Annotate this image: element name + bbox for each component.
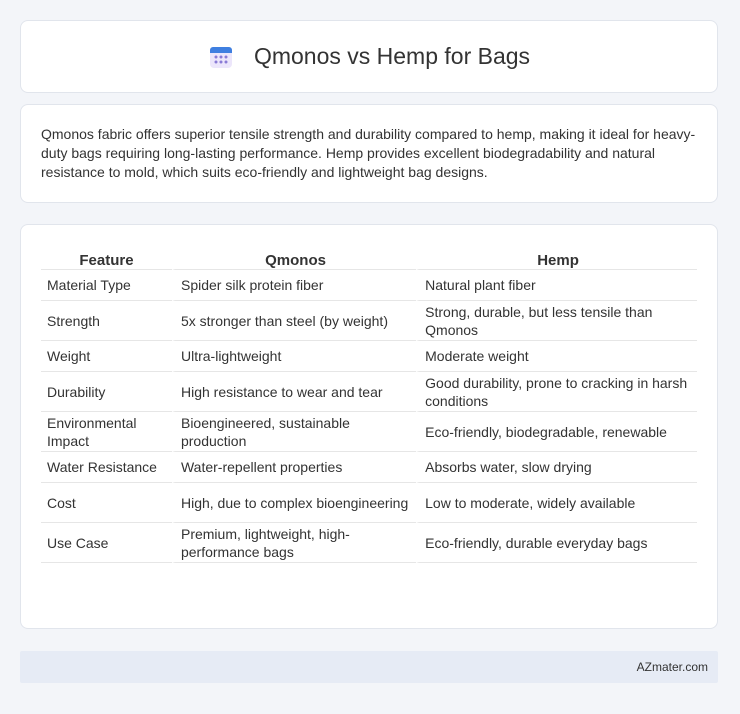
header-feature: Feature (41, 245, 172, 270)
comparison-table-card (20, 224, 718, 629)
header-hemp: Hemp (416, 245, 697, 270)
hemp-cell: Strong, durable, but less tensile than Qmonos (416, 301, 697, 341)
hemp-cell: Eco-friendly, durable everyday bags (416, 523, 697, 563)
table-row (41, 341, 697, 372)
table-header-row (41, 245, 697, 270)
table-row (41, 270, 697, 301)
footer (20, 651, 718, 683)
hemp-cell: Low to moderate, widely available (416, 483, 697, 523)
table-row (41, 372, 697, 412)
hemp-cell: Absorbs water, slow drying (416, 452, 697, 483)
qmonos-cell: Spider silk protein fiber (172, 270, 416, 301)
qmonos-cell: High resistance to wear and tear (172, 372, 416, 412)
table-row (41, 452, 697, 483)
qmonos-cell: Ultra-lightweight (172, 341, 416, 372)
qmonos-cell: Premium, lightweight, high-performance bags (172, 523, 416, 563)
feature-cell: Cost (41, 483, 172, 523)
qmonos-cell: High, due to complex bioengineering (172, 483, 416, 523)
hemp-cell: Good durability, prone to cracking in harsh conditions (416, 372, 697, 412)
feature-cell: Use Case (41, 523, 172, 563)
table-row (41, 301, 697, 341)
feature-cell: Durability (41, 372, 172, 412)
qmonos-cell: 5x stronger than steel (by weight) (172, 301, 416, 341)
hemp-cell: Natural plant fiber (416, 270, 697, 301)
table-row (41, 412, 697, 452)
summary-card (20, 104, 718, 203)
hemp-cell: Moderate weight (416, 341, 697, 372)
feature-cell: Strength (41, 301, 172, 341)
feature-cell: Water Resistance (41, 452, 172, 483)
feature-cell: Weight (41, 341, 172, 372)
summary-text: Qmonos fabric offers superior tensile strength and durability compared to hemp, making it ideal for heavy-duty bags requiring long-lasting performance. Hemp provides excellent biodegradability and natural resistance to mold, which suits eco-friendly and lightweight bag designs. (41, 126, 696, 180)
qmonos-cell: Water-repellent properties (172, 452, 416, 483)
header-qmonos: Qmonos (172, 245, 416, 270)
table-row (41, 483, 697, 523)
calendar-icon (208, 44, 234, 70)
feature-cell: Environmental Impact (41, 412, 172, 452)
qmonos-cell: Bioengineered, sustainable production (172, 412, 416, 452)
footer-brand: AZmater.com (636, 660, 708, 674)
title-card (20, 20, 718, 93)
comparison-table (41, 245, 697, 563)
table-row (41, 523, 697, 563)
feature-cell: Material Type (41, 270, 172, 301)
page-title: Qmonos vs Hemp for Bags (253, 43, 531, 69)
hemp-cell: Eco-friendly, biodegradable, renewable (416, 412, 697, 452)
